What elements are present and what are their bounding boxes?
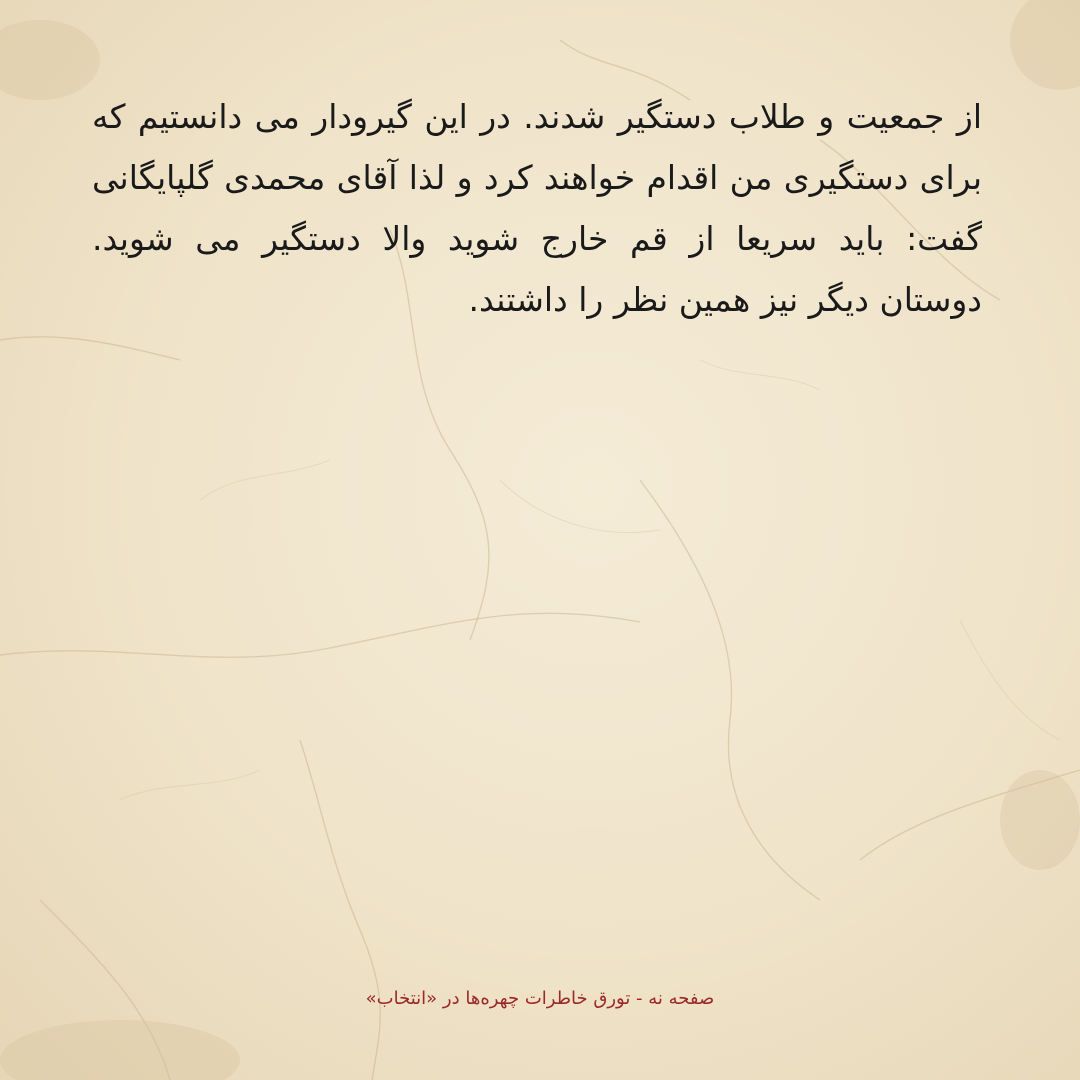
footer-caption: صفحه نه - تورق خاطرات چهره‌ها در «انتخاب» (365, 988, 715, 1009)
body-paragraph: از جمعیت و طلاب دستگیر شدند. در این گیرودار می دانستیم که برای دستگیری من اقدام خواهند کرد و لذا آقای محمدی گلپایگانی گفت: باید سریعا از قم خارج شوید والا دستگیر می شوید. دوستان دیگر نیز همین نظر را داشتند. (92, 97, 982, 319)
